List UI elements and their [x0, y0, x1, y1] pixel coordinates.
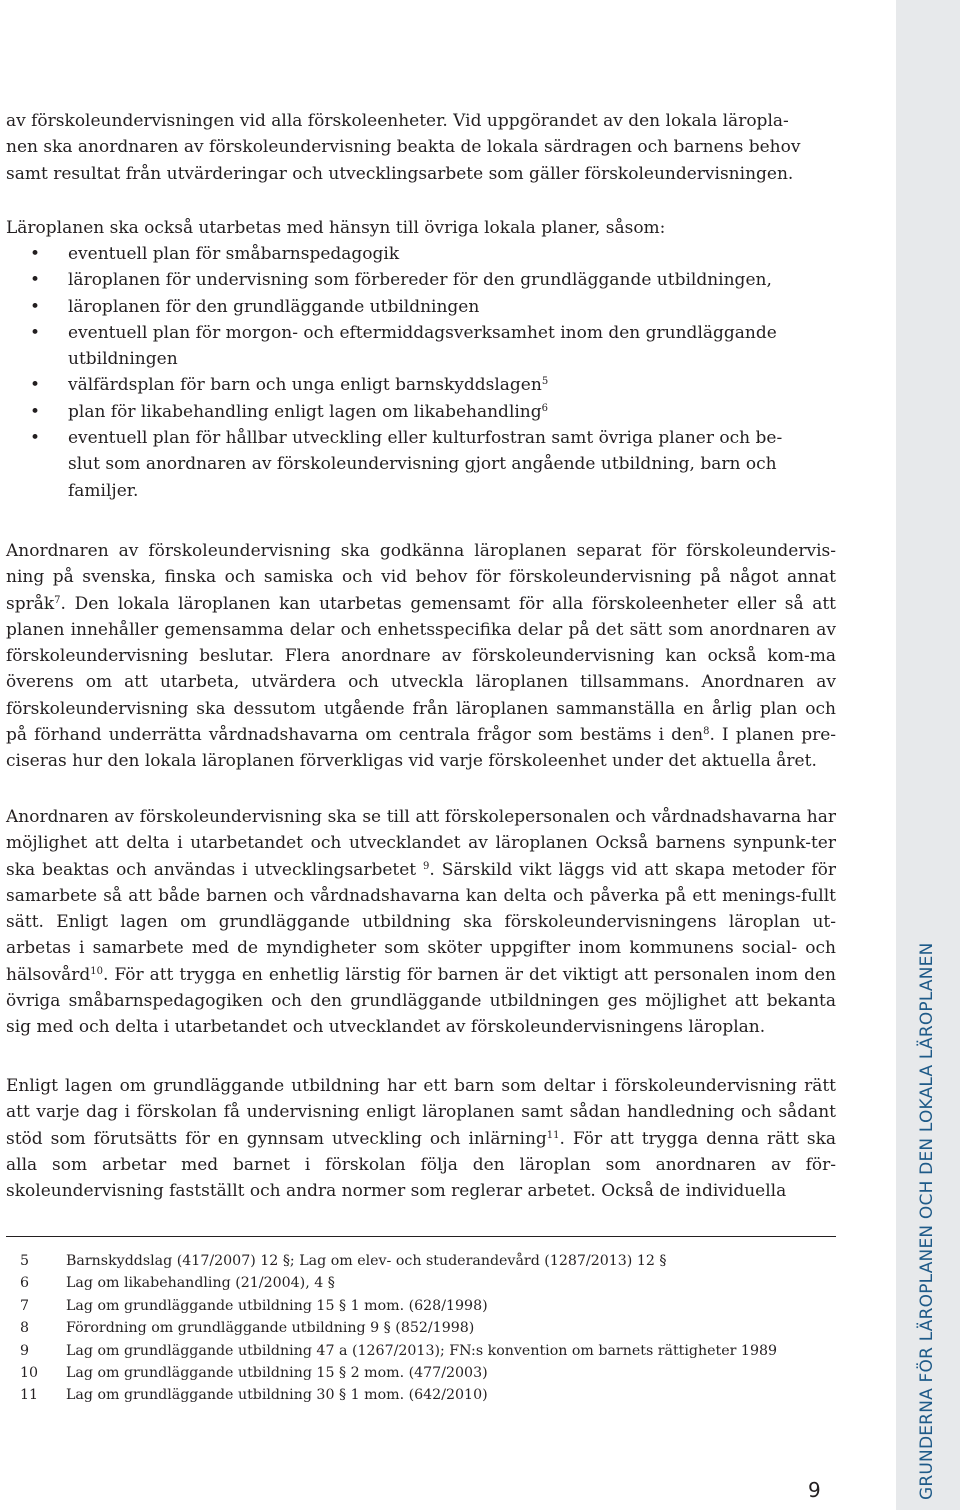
plans-intro [6, 215, 836, 241]
list-item-text [68, 399, 836, 425]
list-item-label: plan för likabehandling enligt lagen om likabehandling [68, 401, 542, 422]
footnote [20, 1317, 840, 1339]
bullet-icon: • [30, 270, 41, 291]
footnote-ref: 5 [541, 376, 549, 388]
footnote-text: Barnskyddslag (417/2007) 12 §; Lag om elev- och studerandevård (1287/2013) 12 § [66, 1253, 667, 1269]
footnote [20, 1362, 840, 1384]
footnote-text: Lag om grundläggande utbildning 47 a (1267/2013); FN:s konvention om barnets rättigheter 1989 [66, 1342, 778, 1359]
list-item [6, 320, 836, 373]
list-item-text: läroplanen för undervisning som förbereder för den grundläggande utbildningen, [68, 270, 772, 291]
footnote-number: 6 [20, 1275, 30, 1292]
rights-paragraph [6, 1073, 836, 1204]
paragraph-text: Anordnaren av förskoleundervisning ska godkänna läroplanen separat för förskoleundervis-ning på svenska, finska och samiska och vid behov för förskoleundervisning på något annat språk [6, 541, 836, 614]
bullet-icon: • [30, 401, 41, 422]
list-item-text [68, 372, 836, 398]
list-item-text: slut som anordnaren av förskoleundervisning gjort angående utbildning, barn och [68, 454, 777, 475]
list-item-text: eventuell plan för morgon- och eftermiddagsverksamhet inom den grundläggande [68, 322, 777, 343]
page-number: 9 [808, 1478, 821, 1502]
text-line: av förskoleundervisningen vid alla förskoleenheter. Vid uppgörandet av den lokala läropla- [6, 111, 789, 131]
paragraph-text: . För att trygga denna rätt ska alla som arbetar med barnet i förskolan följa den läroplan som anordnaren av för-skoleundervisning fastställt och andra normer som reglerar arbetet. Också de individuella [6, 1128, 836, 1202]
footnote-text: Lag om grundläggande utbildning 15 § 1 mom. (628/1998) [66, 1297, 488, 1314]
footnote [20, 1250, 840, 1272]
paragraph-text: Anordnaren av förskoleundervisning ska se till att förskolepersonalen och vårdnadshavarna har möjlighet att delta i utarbetandet och utvecklandet av läroplanen Också barnens synpunk-ter ska beaktas och användas i utvecklingsarbetet [6, 807, 836, 880]
footnote-text: Lag om likabehandling (21/2004), 4 § [66, 1275, 335, 1292]
footnote [20, 1384, 840, 1406]
footnote-ref: 7 [54, 594, 61, 606]
paragraph-text: Enligt lagen om grundläggande utbildning har ett barn som deltar i förskoleundervisning rätt att varje dag i förskolan få undervisning enligt läroplanen samt sådan handledning och sådant stöd som förutsätts för en gynnsam utveckling och inlärning [6, 1076, 836, 1149]
footnote [20, 1295, 840, 1317]
plans-list [6, 241, 836, 504]
footnote-number: 11 [20, 1387, 39, 1404]
list-item [6, 267, 836, 293]
text-line: nen ska anordnaren av förskoleundervisning beakta de lokala särdragen och barnens behov [6, 137, 801, 158]
footnote-number: 8 [20, 1320, 30, 1337]
bullet-icon: • [30, 428, 41, 449]
footnote-divider [6, 1236, 836, 1237]
list-item-text: eventuell plan för småbarnspedagogik [68, 244, 400, 264]
paragraph-text: . Den lokala läroplanen kan utarbetas gemensamt för alla förskoleenheter eller så att planen innehåller gemensamma delar och enhetsspecifika delar på det sätt som anordnaren av förskoleundervisning beslutar. Flera anordnare av förskoleundervisning kan också kom-ma överens om att utarbeta, utvärdera och utveckla läroplanen tillsammans. Anordnaren av förskoleundervisning ska dessutom utgående från läroplanen sammanställa en årlig plan och på förhand underrätta vårdnadshavarna om centrala frågor som bestäms i den [6, 593, 836, 746]
list-item-text: eventuell plan för hållbar utveckling eller kulturfostran samt övriga planer och be- [68, 428, 783, 449]
footnote-text: Lag om grundläggande utbildning 15 § 2 mom. (477/2003) [66, 1365, 488, 1382]
footnotes-list [20, 1250, 840, 1407]
footnote-text: Förordning om grundläggande utbildning 9 § (852/1998) [66, 1320, 475, 1337]
list-item-text: familjer. [68, 480, 139, 501]
list-item [6, 241, 836, 267]
footnote [20, 1340, 840, 1362]
list-item [6, 399, 836, 425]
bullet-icon: • [30, 375, 41, 396]
list-item-label: välfärdsplan för barn och unga enligt barnskyddslagen [68, 375, 542, 396]
paragraph-text: . Särskild vikt läggs vid att skapa metoder för samarbete så att både barnen och vårdnadshavarna kan delta och påverka på ett menings-fullt sätt. Enligt lagen om grundläggande utbildning ska förskoleundervisningens läroplan ut-arbetas i samarbete med de myndigheter som sköter uppgifter inom kommunens social- och hälsovård [6, 859, 836, 985]
bullet-icon: • [30, 296, 41, 317]
footnote-number: 7 [20, 1297, 30, 1314]
footnote [20, 1272, 840, 1294]
intro-paragraph [6, 108, 836, 187]
list-item-text: läroplanen för den grundläggande utbildningen [68, 296, 480, 317]
text-line: samt resultat från utvärderingar och utvecklingsarbete som gäller förskoleundervisningen. [6, 163, 794, 184]
list-item [6, 294, 836, 320]
footnote-ref: 9 [423, 860, 430, 872]
paragraph-text: . I planen pre-ciseras hur den lokala läroplanen förverkligas vid varje förskoleenhet under det aktuella året. [6, 725, 837, 772]
footnote-ref: 10 [90, 965, 103, 977]
footnote-ref: 8 [703, 726, 710, 738]
participation-paragraph [6, 804, 836, 1041]
footnote-number: 10 [20, 1365, 39, 1382]
footnote-text: Lag om grundläggande utbildning 30 § 1 mom. (642/2010) [66, 1387, 488, 1404]
footnote-ref: 11 [546, 1129, 560, 1141]
paragraph-text: . För att trygga en enhetlig lärstig för barnen är det viktigt att personalen inom den övriga småbarnspedagogiken och den grundläggande utbildningen ges möjlighet att bekanta sig med och delta i utarbetandet och utvecklandet av förskoleundervisningens läroplan. [6, 964, 836, 1038]
section-title-vertical: GRUNDERNA FÖR LÄROPLANEN OCH DEN LOKALA LÄROPLANEN [917, 942, 937, 1500]
list-item [6, 425, 836, 504]
footnote-ref: 6 [541, 402, 549, 414]
text-line: Läroplanen ska också utarbetas med hänsyn till övriga lokala planer, såsom: [6, 218, 666, 238]
footnote-number: 5 [20, 1253, 30, 1269]
footnote-number: 9 [20, 1342, 30, 1359]
bullet-icon: • [30, 322, 41, 343]
bullet-icon: • [30, 244, 41, 264]
approval-paragraph [6, 538, 836, 775]
list-item [6, 372, 836, 398]
list-item-text: utbildningen [68, 349, 178, 370]
